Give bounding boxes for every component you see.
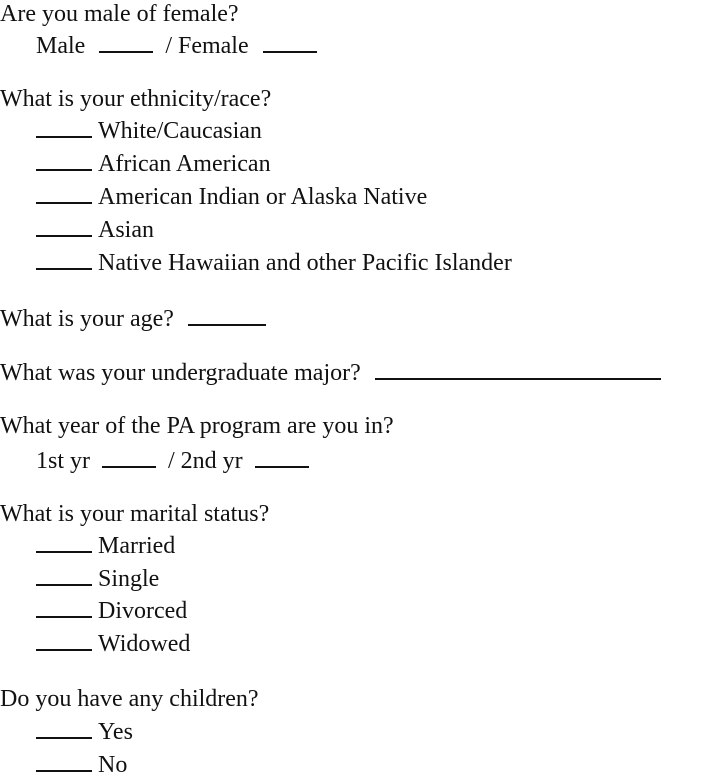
female-blank[interactable] xyxy=(263,33,317,53)
male-blank[interactable] xyxy=(99,33,153,53)
ethnicity-option xyxy=(36,183,427,211)
marital-blank[interactable] xyxy=(36,533,92,553)
marital-question: What is your marital status? xyxy=(0,501,270,527)
ethnicity-blank[interactable] xyxy=(36,217,92,237)
ethnicity-option xyxy=(36,216,154,244)
female-label: Female xyxy=(177,33,249,59)
option-label: No xyxy=(98,752,128,778)
marital-blank[interactable] xyxy=(36,631,92,651)
option-label: African American xyxy=(98,151,271,177)
year-question: What year of the PA program are you in? xyxy=(0,413,394,439)
ethnicity-option xyxy=(36,117,262,145)
sex-question: Are you male of female? xyxy=(0,1,239,27)
age-row xyxy=(0,305,272,333)
year-answer-row xyxy=(36,447,315,475)
option-label: Asian xyxy=(98,217,154,243)
children-option xyxy=(36,751,127,779)
children-blank[interactable] xyxy=(36,719,92,739)
option-label: Single xyxy=(98,566,160,592)
marital-option xyxy=(36,532,175,560)
separator: / xyxy=(165,33,172,59)
option-label: White/Caucasian xyxy=(98,118,262,144)
ethnicity-blank[interactable] xyxy=(36,184,92,204)
marital-blank[interactable] xyxy=(36,598,92,618)
major-question: What was your undergraduate major? xyxy=(0,360,361,386)
children-option xyxy=(36,718,133,746)
option-label: Native Hawaiian and other Pacific Islander xyxy=(98,250,512,276)
children-blank[interactable] xyxy=(36,752,92,772)
ethnicity-blank[interactable] xyxy=(36,250,92,270)
major-row xyxy=(0,359,667,387)
marital-option xyxy=(36,597,187,625)
ethnicity-question: What is your ethnicity/race? xyxy=(0,86,272,112)
ethnicity-blank[interactable] xyxy=(36,118,92,138)
option-label: Yes xyxy=(98,719,133,745)
male-label: Male xyxy=(36,33,86,59)
option-label: Widowed xyxy=(98,631,191,657)
option-label: Divorced xyxy=(98,598,188,624)
option-label: American Indian or Alaska Native xyxy=(98,184,428,210)
second-year-blank[interactable] xyxy=(255,448,309,468)
first-year-label: 1st yr xyxy=(36,448,90,474)
second-year-label: 2nd yr xyxy=(180,448,243,474)
ethnicity-option xyxy=(36,249,512,277)
marital-option xyxy=(36,630,190,658)
first-year-blank[interactable] xyxy=(102,448,156,468)
separator: / xyxy=(168,448,175,474)
marital-blank[interactable] xyxy=(36,566,92,586)
children-question: Do you have any children? xyxy=(0,686,259,712)
ethnicity-option xyxy=(36,150,271,178)
age-question: What is your age? xyxy=(0,306,174,332)
sex-answer-row xyxy=(36,32,323,60)
option-label: Married xyxy=(98,533,176,559)
marital-option xyxy=(36,565,159,593)
ethnicity-blank[interactable] xyxy=(36,151,92,171)
major-blank[interactable] xyxy=(375,360,661,380)
age-blank[interactable] xyxy=(188,306,266,326)
